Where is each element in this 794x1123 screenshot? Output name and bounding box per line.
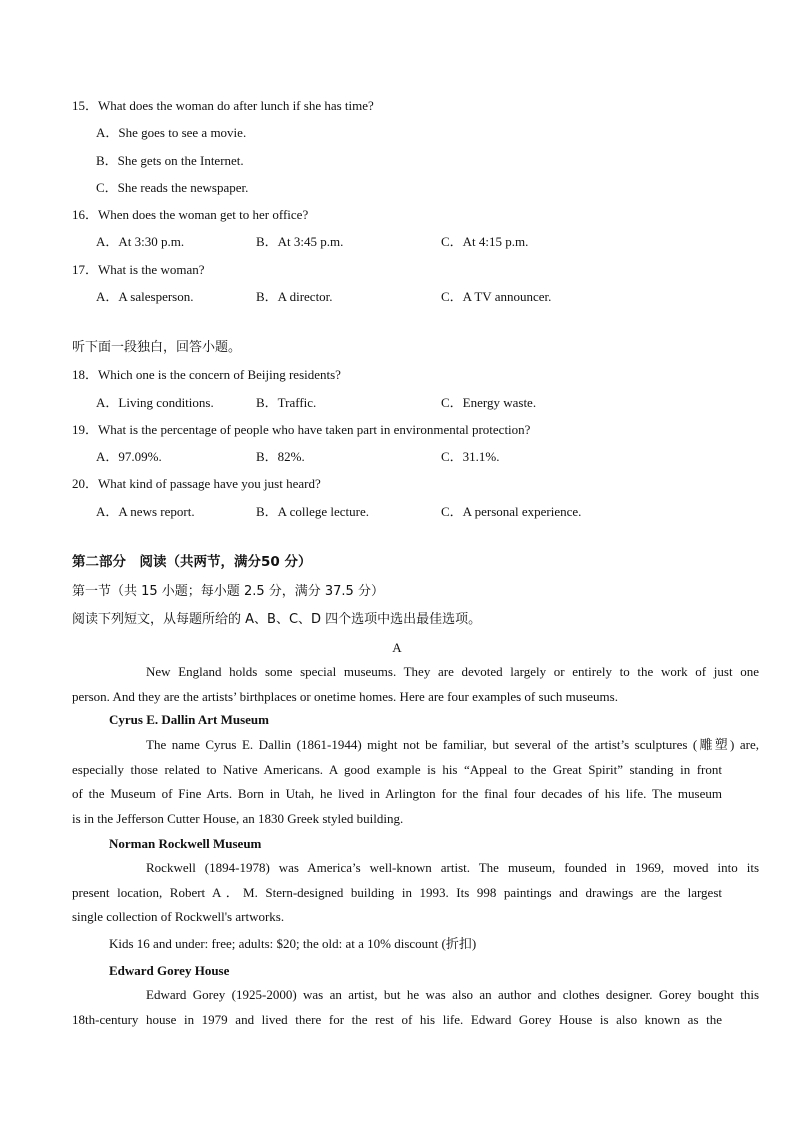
dallin-line-4: is in the Jefferson Cutter House, an 1830 Greek styled building. (72, 810, 404, 826)
passage-label: A (392, 640, 402, 655)
intro-line-2: person. And they are the artists’ birthplaces or onetime homes. Here are four examples of such museums. (72, 688, 618, 704)
q15-option-a: A．She goes to see a movie. (96, 125, 247, 140)
rockwell-price: Kids 16 and under: free; adults: $20; the old: at a 10% discount (折扣) (109, 936, 477, 951)
dallin-line-3: of the Museum of Fine Arts. Born in Utah, he lived in Arlington for the final four decades of his life. The museum (72, 786, 722, 801)
gorey-line-1: Edward Gorey (1925-2000) was an artist, but he was also an author and clothes designer. Gorey bought this (146, 987, 759, 1002)
part-two-title: 第二部分 阅读（共两节，满分50 分） (72, 554, 312, 570)
q19-option-c: C．31.1%. (441, 449, 500, 464)
rockwell-line-1: Rockwell (1894-1978) was America’s well-known artist. The museum, founded in 1969, moved into its (146, 860, 759, 875)
monologue-instruction: 听下面一段独白，回答小题。 (72, 340, 242, 355)
question-19: 19．What is the percentage of people who have taken part in environmental protection? (72, 422, 531, 437)
dallin-line-2: especially those related to Native Americans. A good example is his “Appeal to the Great Spirit” standing in front (72, 761, 722, 777)
q20-option-b: B．A college lecture. (256, 504, 369, 519)
q17-option-b: B．A director. (256, 289, 333, 304)
q16-option-a: A．At 3:30 p.m. (96, 234, 185, 249)
rockwell-line-2: present location, Robert A．M. Stern-designed building in 1993. Its 998 paintings and drawings are the largest (72, 884, 722, 900)
question-18: 18．Which one is the concern of Beijing residents? (72, 367, 341, 382)
reading-instruction: 阅读下列短文，从每题所给的 A、B、C、D 四个选项中选出最佳选项。 (72, 612, 482, 627)
q16-option-b: B．At 3:45 p.m. (256, 234, 344, 249)
q17-option-c: C．A TV announcer. (441, 289, 552, 304)
q18-option-b: B．Traffic. (256, 395, 317, 410)
q20-option-a: A．A news report. (96, 504, 195, 519)
intro-line-1: New England holds some special museums. They are devoted largely or entirely to the work of just one (146, 664, 759, 679)
dallin-line-1: The name Cyrus E. Dallin (1861-1944) might not be familiar, but several of the artist’s sculptures (雕塑) are, (146, 737, 759, 752)
rockwell-heading: Norman Rockwell Museum (109, 836, 262, 851)
gorey-heading: Edward Gorey House (109, 963, 230, 978)
rockwell-paragraph (72, 856, 759, 930)
q18-option-c: C．Energy waste. (441, 395, 537, 410)
q15-option-b: B．She gets on the Internet. (96, 153, 244, 168)
dallin-paragraph (72, 733, 759, 831)
question-20: 20．What kind of passage have you just heard? (72, 476, 321, 491)
gorey-paragraph (72, 983, 759, 1032)
q18-option-a: A．Living conditions. (96, 395, 214, 410)
question-17: 17．What is the woman? (72, 262, 205, 277)
q19-option-a: A．97.09%. (96, 449, 162, 464)
question-16: 16．When does the woman get to her office? (72, 207, 309, 222)
gorey-line-2: 18th-century house in 1979 and lived there for the rest of his life. Edward Gorey House is also known as the (72, 1011, 722, 1027)
rockwell-line-3: single collection of Rockwell's artworks. (72, 909, 285, 924)
q20-option-c: C．A personal experience. (441, 504, 582, 519)
question-15: 15．What does the woman do after lunch if she has time? (72, 98, 374, 113)
q15-option-c: C．She reads the newspaper. (96, 180, 249, 195)
q16-option-c: C．At 4:15 p.m. (441, 234, 529, 249)
q17-option-a: A．A salesperson. (96, 289, 194, 304)
passage-intro (72, 660, 759, 709)
q19-option-b: B．82%. (256, 449, 305, 464)
section-one-title: 第一节（共 15 小题；每小题 2.5 分，满分 37.5 分） (72, 584, 384, 599)
dallin-heading: Cyrus E. Dallin Art Museum (109, 712, 269, 727)
